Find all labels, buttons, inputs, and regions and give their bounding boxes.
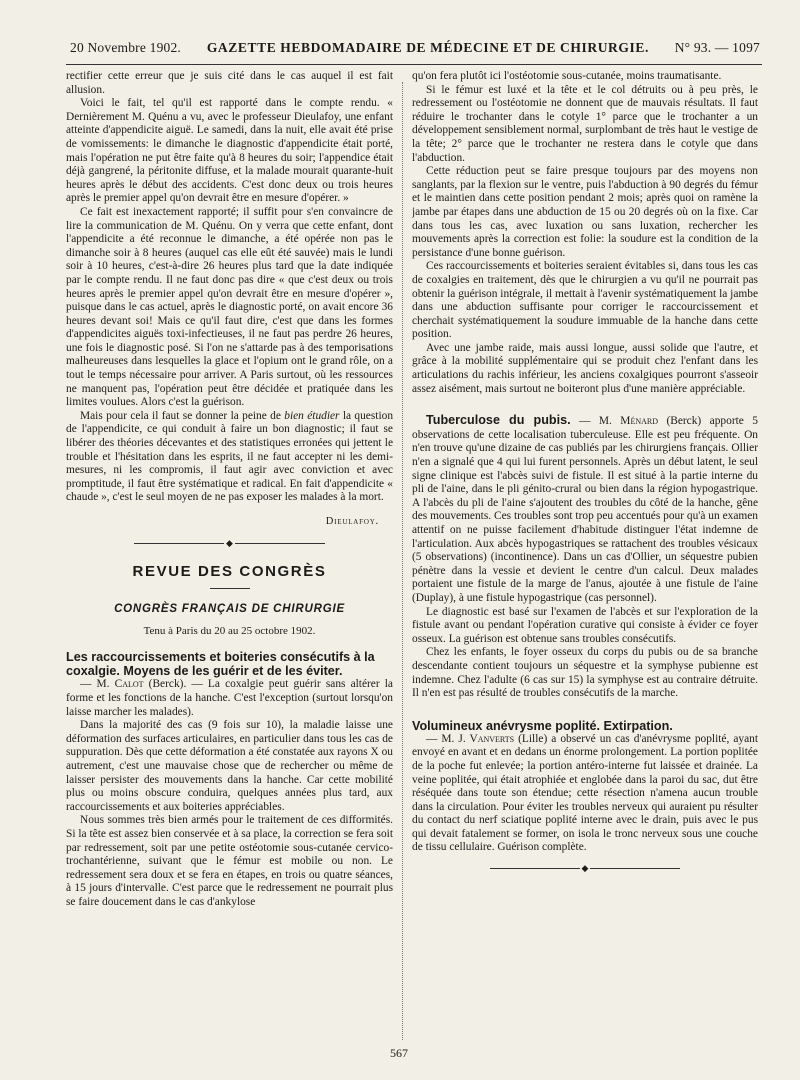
paragraph: Voici le fait, tel qu'il est rapporté dans le compte rendu. « Dernièrement M. Quénu a vu, avec le professeur Dieulafoy, une enfant atteinte d'appendicite aiguë. Le samedi, dans la nuit, elle avait été prise de vomissements: le dimanche le diagnostic d'appendicite était porté, mais l'opération ne put être faite qu'à 8 heures du soir; l'appendice était déjà gangrené, la péritonite diffuse, et la malade mourait quarante-huit heures après le début des accidents. C'est donc deux ou trois heures après le premier appel qu'on devrait être en mesure d'opérer. » xyxy=(66,97,393,205)
left-column xyxy=(66,70,393,1040)
ornament-divider xyxy=(412,861,758,875)
paragraph: Le diagnostic est basé sur l'examen de l'abcès et sur l'exploration de la fistule avant ou pendant l'opération curative qui consiste à évider ce foyer osseux. La guérison est obtenue sans troubles consécutifs. xyxy=(412,605,758,645)
column-divider xyxy=(402,82,403,1040)
right-column xyxy=(412,70,758,1040)
article-author: M. J. Vanverts xyxy=(441,732,515,745)
journal-title: GAZETTE HEBDOMADAIRE DE MÉDECINE ET DE CHIRURGIE. xyxy=(206,40,649,55)
paragraph: Dans la majorité des cas (9 fois sur 10), la maladie laisse une déformation des surfaces articulaires, en particulier dans tous les cas de suppuration. Dès que cette déformation a été constatée aux rayons X ou autrement, c'est une mauvaise chose que de rechercher ou même de laisser persister des mouvements dans la hanche. Car cette mobilité plus ou moins obscure conduira, quelques années plus tard, aux raccourcissements et aux boiteries appréciables. xyxy=(66,719,393,813)
text-run: Mais pour cela il faut se donner la peine de xyxy=(80,409,285,422)
paragraph: Nous sommes très bien armés pour le traitement de ces difformités. Si la tête est assez bien conservée et à sa place, la correction se fera soit par redressement, soit par une petite ostéotomie sous-cutanée cervico-trochantérienne, suivant que le fémur est mobile ou non. Le redressement sera doux et se fera en étapes, en trois ou quatre séances, à 15 jours d'intervalle. C'est parce que le redressement ne pourrait plus se faire doucement dans le cas d'ankylose xyxy=(66,814,393,908)
text-run: (Berck) apporte 5 observations de cette localisation tuberculeuse. Elle est peu fréquente. On n'en trouve qu'une dizaine de cas publiés par les chirurgiens français. Ollier n'en a signalé que 4 qui lui furent personnels. Après un début latent, le seul signe clinique est l'abcès suivi de fistule. Il est situé à la partie interne du pli de l'aine, dans le pli génito-crural ou bien dans la région hypogastrique. A l'abcès du pli de l'aine s'ajoutent des troubles du côté de la hanche, gêne des mouvements. Ces troubles sont trop peu accentués pour qu'à un examen attentif on ne puisse facilement d'habitude distinguer l'état indemne de l'articulation. Aux abcès hypogastriques se rattachent des troubles vésicaux (5 observations) (incontinence). Dans un cas d'Ollier, un séquestre pubien pénètre dans la vessie et devient le centre d'un calcul. Deux malades portaient une fistule de la marge de l'anus, ajoutée à une fistule de l'aine (Duplay), à une fistule hypogastrique (cas personnel). xyxy=(412,415,758,604)
ornament-divider xyxy=(66,537,393,551)
congress-title: CONGRÈS FRANÇAIS DE CHIRURGIE xyxy=(114,603,345,616)
section-title: REVUE DES CONGRÈS xyxy=(132,562,327,580)
section-rule xyxy=(210,588,250,589)
article-title: Les raccourcissements et boiteries consécutifs à la coxalgie. Moyens de les guérir et de les éviter. xyxy=(66,650,375,679)
article-title: Volumineux anévrysme poplité. Extirpation. xyxy=(412,718,673,733)
paragraph: qu'on fera plutôt ici l'ostéotomie sous-cutanée, moins traumatisante. xyxy=(412,70,722,82)
paragraph: — M. J. Vanverts (Lille) a observé un cas d'anévrysme poplité, ayant envoyé en avant et en dedans un énorme prolongement. La portion poplitée de la poche fut enlevée; la portion antéro-interne fut laissée et drainée. La veine poplitée, qui était atrophiée et englobée dans la paroi du sac, dut être réséquée dans toute son étendue; cette résection n'amena aucun trouble dans la circulation. Pour éviter les troubles nerveux qui auraient pu résulter du contact du nerf sciatique poplité interne avec le drain, puis avec le pus qui devait fatalement se former, on isola le tronc nerveux sous une couche de tissu cellulaire. Guérison complète. xyxy=(412,732,758,854)
emphasis: bien étudier xyxy=(284,409,340,422)
article-author: M. Ménard xyxy=(598,415,658,428)
paragraph: Si le fémur est luxé et la tête et le col détruits ou à peu près, le redressement ou l'ostéotomie ne donnent que de mauvais résultats. Il faut réduire le trochanter dans le cotyle 1° parce que le trochanter a un développement sensiblement normal, surplombant de très haut le vestige de la tête; 2° parce que le trochanter ne restera dans le cotyle que dans l'abduction. xyxy=(412,83,758,164)
paragraph: Chez les enfants, le foyer osseux du corps du pubis ou de sa branche descendante contient toujours un séquestre et la symphyse pubienne est indemne. Chez l'adulte (6 cas sur 15) la symphyse est au contraire détruite. Il n'en est pas résulté de troubles consécutifs de la marche. xyxy=(412,646,758,700)
paragraph: Cette réduction peut se faire presque toujours par des moyens non sanglants, par la flexion sur le ventre, puis l'abduction à 90 degrés du fémur et le maintien dans cette position pendant 2 mois; après quoi on ramène la jambe par étapes dans une abduction de 15 ou 20 degrés où on la fixe. Car dans tous les cas, avec luxation ou sans luxation, rechercher les mouvements après la correction est folie: la soudure est la condition de la persistance d'une bonne guérison. xyxy=(412,165,758,259)
issue-number: N° 93. — 1097 xyxy=(674,40,760,55)
text-run: (Berck). — La coxalgie peut guérir sans altérer la forme et les fonctions de la hanche. C'est l'exception (surtout lorsqu'on laisse marcher les malades). xyxy=(66,678,393,718)
paragraph: Ces raccourcissements et boiteries seraient évitables si, dans tous les cas de coxalgies en traitement, dès que le chirurgien a vu qu'il ne pourrait pas obtenir la guérison intégrale, il mettait à l'avenir systématiquement la jambe dans une abduction suffisante pour corriger le raccourcissement et cherchait systématiquement la soudure immuable de la hanche dans cette position. xyxy=(412,260,758,341)
diamond-icon: ◆ xyxy=(226,538,233,549)
text-run: (Lille) a observé un cas d'anévrysme poplité, ayant envoyé en avant et en dedans un énorme prolongement. La portion poplitée de la poche fut enlevée; la portion antéro-interne fut laissée et drainée. La veine poplitée, qui était atrophiée et englobée dans la paroi du sac, dut être réséquée dans toute son étendue; cette résection n'amena aucun trouble dans la circulation. Pour éviter les troubles nerveux qui auraient pu résulter du contact du nerf sciatique poplité interne avec le drain, puis avec le pus qui devait fatalement se former, on isola le tronc nerveux sous une couche de tissu cellulaire. Guérison complète. xyxy=(412,732,758,854)
article-title: Tuberculose du pubis. xyxy=(426,413,571,428)
paragraph: — M. Calot (Berck). — La coxalgie peut guérir sans altérer la forme et les fonctions de la hanche. C'est l'exception (surtout lorsqu'on laisse marcher les malades). xyxy=(66,678,393,718)
page-number: 567 xyxy=(390,1046,408,1060)
page-header xyxy=(70,40,760,62)
text-run: la question de l'appendicite, ce qui conduit à faire un bon diagnostic; il faut se libérer des théories décevantes et des statistiques erronées qui jettent le trouble et l'hésitation dans les esprits, il ne faut accepter ni les demi-mesures, ni les compromis, il faut agir avec conviction et avec promptitude, il faut être systématique et radical. En fait d'appendicite « chaude », c'est le seul moyen de ne pas exposer les malades à la mort. xyxy=(66,409,393,504)
paragraph: Avec une jambe raide, mais aussi longue, aussi solide que l'autre, et grâce à la mobilité supplémentaire qui se produit chez l'enfant dans les articulations du rachis inférieur, les anciens coxalgiques pourront s'asseoir assez aisément, mais surtout ne boiteront plus d'une manière appréciable. xyxy=(412,341,758,395)
congress-date: Tenu à Paris du 20 au 25 octobre 1902. xyxy=(143,624,316,637)
paragraph: Ce fait est inexactement rapporté; il suffit pour s'en convaincre de lire la communication de M. Quénu. On y verra que cette enfant, dont l'appendicite a été reconnue le dimanche, a été opérée non pas le dimanche soir à 8 heures (auquel cas elle eût été sauvée) mais le lundi soir à 10 heures, c'est-à-dire 26 heures plus tard que la date indiquée par le compte rendu. Il ne faut donc pas dire « que c'est deux ou trois heures après le premier appel qu'on devrait être en mesure d'opérer », puisque dans le cas actuel, après le diagnostic porté, on avait encore 36 heures devant soi! Mais ce qu'il faut dire, c'est que dans les formes d'appendicites aiguës toxi-infectieuses, il ne faut pas perdre 26 heures, une fois le diagnostic posé. Si l'on ne s'attarde pas à des temporisations malheureuses dans lesquelles la glace et l'opium ont le grand rôle, on a tout le temps nécessaire pour arriver. A Paris surtout, où les ressources ne manquent pas, l'opération peut être décidée et pratiquée dans les limites voulues. Alors c'est la guérison. xyxy=(66,205,393,409)
header-rule xyxy=(66,64,762,65)
paragraph: rectifier cette erreur que je suis cité dans le cas auquel il est fait allusion. xyxy=(66,70,393,96)
signature: Dieulafoy. xyxy=(325,516,379,527)
diamond-icon: ◆ xyxy=(581,862,589,873)
paragraph xyxy=(66,410,393,505)
paragraph: Tuberculose du pubis. — M. Ménard (Berck) apporte 5 observations de cette localisation tuberculeuse. Elle est peu fréquente. On n'en trouve qu'une dizaine de cas publiés par les chirurgiens français. Ollier n'en a signalé que 4 qui lui furent personnels. Après un début latent, le seul signe clinique est l'abcès suivi de fistule. Il est situé à la partie interne du pli de l'aine, dans le pli génito-crural ou bien dans la région hypogastrique. A l'abcès du pli de l'aine s'ajoutent des troubles du côté de la hanche, gêne des mouvements. Ces troubles sont trop peu accentués pour qu'à un examen attentif on ne puisse facilement d'habitude distinguer l'état indemne de l'articulation. Aux abcès hypogastriques se rattachent des troubles vésicaux (5 observations) (incontinence). Dans un cas d'Ollier, un séquestre pubien pénètre dans la vessie et devient le centre d'un calcul. Deux malades portaient une fistule de la marge de l'anus, ajoutée à une fistule de l'aine (Duplay), à une fistule hypogastrique (cas personnel). xyxy=(412,413,758,604)
article-author: M. Calot xyxy=(96,678,144,691)
header-date: 20 Novembre 1902. xyxy=(70,40,182,55)
